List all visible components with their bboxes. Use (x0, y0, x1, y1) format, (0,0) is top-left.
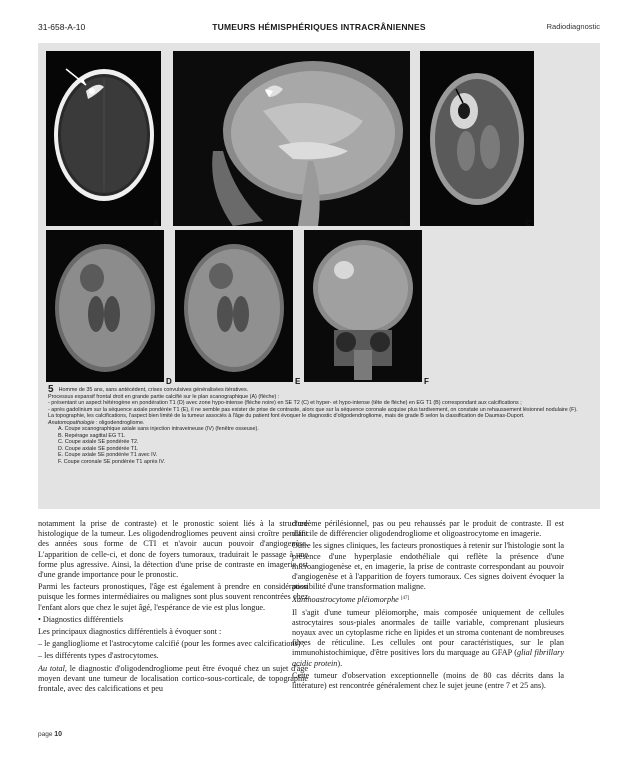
panel-label-b: B (400, 219, 406, 228)
paragraph: Cette tumeur d'observation exceptionnelle (moins de 80 cas décrits dans la littérature) est rencontrée généralement chez le sujet jeune (entre 7 et 25 ans). (292, 670, 564, 691)
paragraph-text: ). (337, 658, 343, 668)
axial-t1-image (46, 230, 164, 382)
anapath-value: : oligodendrogliome. (94, 419, 145, 426)
left-column (38, 519, 308, 696)
paragraph: d'œdème périlésionnel, pas ou peu rehaussés par le produit de contraste. Il est difficile de différencier oligodendrogliome et oligoastrocytome en imagerie. (292, 519, 564, 539)
caption-line: - après gadolinium sur la séquence axiale pondérée T1 (E), il ne semble pas exister de prise de contraste, alors que sur la séquence coronale acquise plus tardivement, on constate un rehaussement lésionnel nodulaire (F). (48, 406, 578, 413)
paragraph: Les principaux diagnostics différentiels à évoquer sont : (38, 627, 222, 637)
legend-item: B. Repérage sagittal EG T1. (58, 432, 126, 439)
heading-text: Xanthoastrocytome pléiomorphe (292, 595, 399, 605)
gfap-term: glial fibrillary acidic protein (292, 648, 564, 668)
caption-line: - présentant un aspect hétérogène en pondération T1 (D) avec zone hypo-intense (flèche noire) en SE T2 (C) et hyper- et hypo-intense (tête de flèche) en EG T1 (B) correspondant aux calcifications ; (48, 400, 522, 406)
panel-label-d: D (166, 377, 172, 386)
legend-item: D. Coupe axiale SE pondérée T1. (58, 445, 139, 452)
summary-lead: Au total (38, 663, 65, 673)
image-panel-e (175, 230, 293, 382)
subsection-heading (292, 594, 564, 605)
legend-item: F. Coupe coronale SE pondérée T1 après IV. (58, 458, 165, 465)
paragraph-text: Il s'agit d'une tumeur pléiomorphe, mais composée uniquement de cellules astrocytaires sous-piales anormales de taille variable, comprenant plusieurs noyaux avec un cytoplasme riche en lipides et un stroma contenant de nombreuses fibres de réticuline. Les cellules ont pour caractéristiques, sur le plan immunohistochimique, d'être positives lors du marquage au GFAP ( (292, 607, 564, 658)
page-number: 10 (54, 731, 63, 738)
image-panel-c (420, 51, 534, 226)
ct-scan-image (46, 51, 161, 226)
caption-line: Processus expansif frontal droit en grande partie calcifié sur le plan scanographique (A) (flèche) : (48, 393, 280, 400)
caption-line: La topographie, les calcifications, l'aspect bien limité de la tumeur associés à l'âge du patient font évoquer le diagnostic d'oligodendrogliome, mais de grade B selon la classification de Daumas-Duport. (48, 413, 525, 419)
legend-item: E. Coupe axiale SE pondérée T1 avec IV. (58, 452, 158, 458)
caption-intro: Homme de 35 ans, sans antécédent, crises convulsives généralisées itératives. (58, 387, 249, 393)
anapath-label: Anatomopathologie (48, 419, 95, 426)
page-footer (38, 731, 62, 738)
section-name: Radiodiagnostic (546, 22, 600, 31)
axial-t1-contrast-image (175, 230, 293, 382)
paragraph: Parmi les facteurs pronostiques, l'âge est également à prendre en considération puisque les formes intermédiaires ou malignes sont plus souvent rencontrées chez l'enfant alors que chez le sujet âgé, l'espérance de vie est plus longue. (38, 582, 308, 612)
figure-caption (48, 384, 593, 465)
image-panel-b (173, 51, 410, 226)
paragraph (38, 664, 308, 695)
chapter-title: TUMEURS HÉMISPHÉRIQUES INTRACRÂNIENNES (212, 22, 426, 32)
panel-label-f: F (424, 377, 429, 386)
image-panel-a (46, 51, 161, 226)
figure-5 (38, 43, 600, 509)
figure-number: 5 (48, 384, 54, 395)
legend-item: C. Coupe axiale SE pondérée T2. (58, 439, 139, 445)
paragraph (292, 608, 564, 669)
paragraph: – les différents types d'astrocytomes. (38, 651, 159, 661)
reference-number: [47] (400, 596, 410, 602)
paragraph: Outre les signes cliniques, les facteurs pronostiques à retenir sur l'histologie sont la présence d'une hyperplasie endothéliale qui reflète la présence d'une microangiogenèse et, en imagerie, la prise de contraste correspondant au pouvoir d'angiogenèse et à l'apparition de foyers tumoraux. Ces signes doivent évoquer la possibilité d'une transformation maligne. (292, 541, 564, 592)
document-reference: 31-658-A-10 (38, 22, 86, 32)
sagittal-mri-image (173, 51, 410, 226)
page-label: page (38, 731, 53, 738)
summary-text: , le diagnostic d'oligodendrogliome peut être évoqué chez un sujet d'âge moyen devant une tumeur de localisation cortico-sous-corticale, de topographie frontale, avec des calcifications et peu (38, 663, 309, 694)
image-panel-f (304, 230, 422, 382)
panel-label-e: E (295, 377, 301, 386)
right-column (292, 519, 564, 693)
paragraph: notamment la prise de contraste) et le pronostic soient liés à la structure histologique de la tumeur. Les oligodendrogliomes peuvent ainsi croître pendant des années sous forme de CTI et n'avoir aucun pouvoir d'angiogenèse. L'apparition de celle-ci, et donc de foyers tumoraux, traduirait le passage à une forme plus agressive. Ainsi, la détection d'une prise de contraste en imagerie est d'une grande importance pour le pronostic. (38, 519, 308, 580)
panel-label-c: C (525, 219, 531, 228)
paragraph: – le gangliogliome et l'astrocytome calcifié (pour les formes avec calcifications) ; (38, 639, 305, 649)
legend-item: A. Coupe scanographique axiale sans injection intraveineuse (IV) (fenêtre osseuse). (58, 426, 259, 432)
caption-legend (48, 426, 593, 465)
axial-t2-image (420, 51, 534, 226)
coronal-t1-contrast-image (304, 230, 422, 382)
running-head (38, 22, 600, 34)
panel-label-a: A (153, 219, 159, 228)
subsection-heading: • Diagnostics différentiels (38, 614, 124, 624)
image-panel-d (46, 230, 164, 382)
